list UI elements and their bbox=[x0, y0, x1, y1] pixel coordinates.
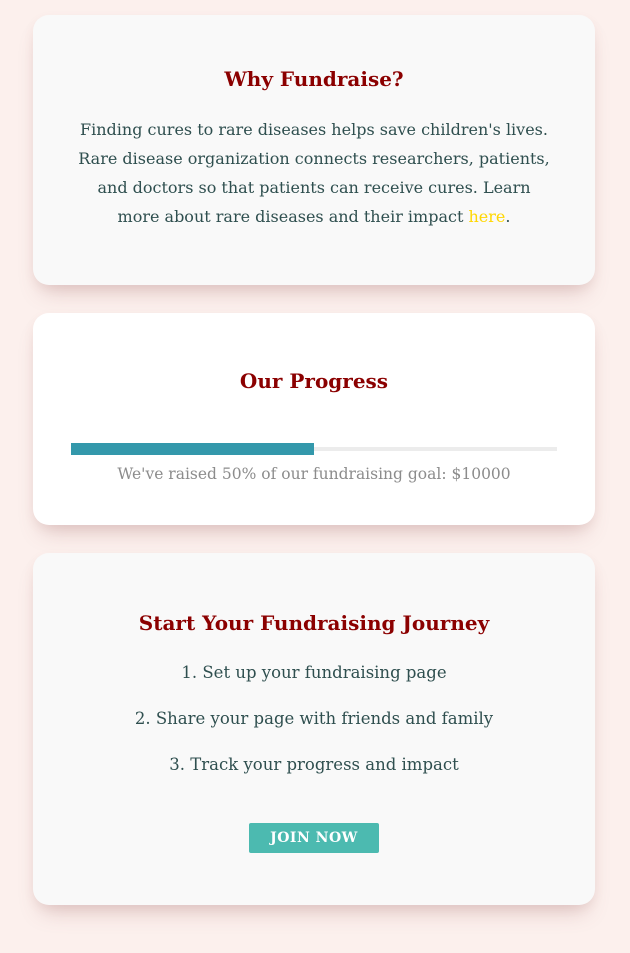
step-number: 3. bbox=[169, 755, 185, 774]
join-now-button[interactable]: JOIN NOW bbox=[249, 823, 379, 853]
why-fundraise-text bbox=[77, 115, 551, 231]
steps-list bbox=[63, 662, 565, 776]
step-label: Set up your fundraising page bbox=[202, 663, 447, 682]
step-label: Share your page with friends and family bbox=[155, 709, 494, 728]
why-text-after-link: . bbox=[505, 207, 511, 226]
journey-title: Start Your Fundraising Journey bbox=[138, 611, 490, 635]
progress-card bbox=[33, 313, 595, 525]
step-item bbox=[63, 662, 565, 684]
step-number: 2. bbox=[134, 709, 151, 728]
step-label: Track your progress and impact bbox=[190, 755, 459, 774]
progress-fill bbox=[71, 443, 314, 455]
step-item bbox=[63, 708, 565, 730]
step-item bbox=[63, 754, 565, 776]
why-fundraise-card bbox=[33, 15, 595, 285]
why-text-before-link: Finding cures to rare diseases helps save children's lives. Rare disease organization connects researchers, patients, and doctors so that patients can receive cures. Learn more about rare diseases and their impact bbox=[78, 120, 550, 226]
journey-card bbox=[33, 553, 595, 905]
learn-more-link[interactable]: here bbox=[468, 207, 506, 226]
progress-caption: We've raised 50% of our fundraising goal: $10000 bbox=[117, 465, 511, 483]
why-fundraise-title: Why Fundraise? bbox=[224, 67, 404, 91]
progress-bar bbox=[71, 443, 557, 455]
progress-title: Our Progress bbox=[239, 369, 389, 393]
step-number: 1. bbox=[181, 663, 198, 682]
